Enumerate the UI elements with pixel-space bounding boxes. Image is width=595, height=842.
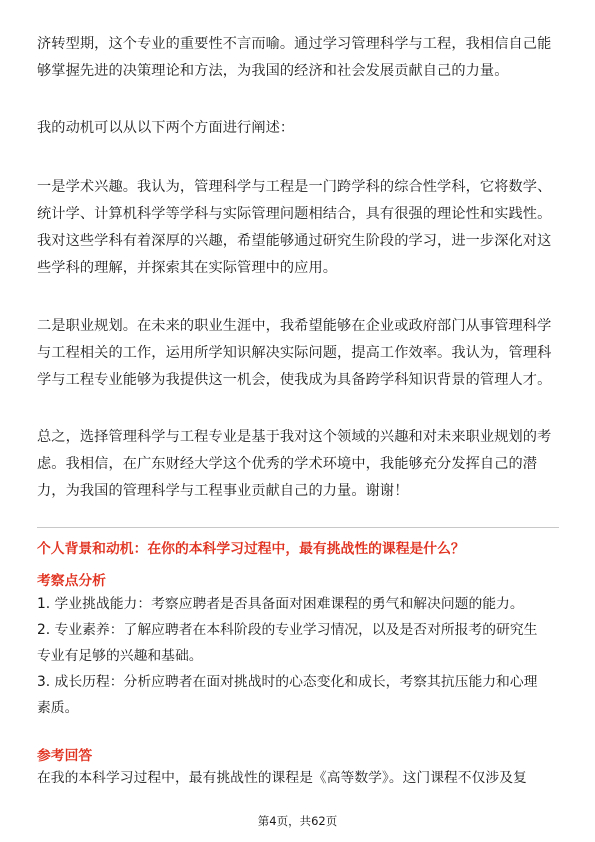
- analysis-heading: 考察点分析: [37, 573, 106, 589]
- paragraph-line: 学与工程专业能够为我提供这一机会，使我成为具备跨学科知识背景的管理人才。: [37, 372, 552, 388]
- analysis-list: [37, 591, 537, 721]
- motivation-intro: [37, 115, 562, 142]
- continuation-paragraph: [37, 31, 562, 85]
- paragraph-line: 够掌握先进的决策理论和方法，为我国的经济和社会发展贡献自己的力量。: [37, 63, 509, 79]
- question-heading: 个人背景和动机：在你的本科学习过程中，最有挑战性的课程是什么？: [37, 541, 465, 557]
- paragraph-line: 济转型期，这个专业的重要性不言而喻。通过学习管理科学与工程，我相信自己能: [37, 36, 552, 52]
- career-paragraph: [37, 313, 562, 394]
- list-item: 专业有足够的兴趣和基础。: [37, 648, 203, 664]
- paragraph-line: 总之，选择管理科学与工程专业是基于我对这个领域的兴趣和对未来职业规划的考: [37, 429, 552, 445]
- paragraph-line: 我的动机可以从以下两个方面进行阐述：: [37, 120, 295, 136]
- list-item: 1. 学业挑战能力：考察应聘者是否具备面对困难课程的勇气和解决问题的能力。: [37, 596, 524, 612]
- answer-paragraph: [37, 765, 527, 791]
- paragraph-line: 与工程相关的工作，运用所学知识解决实际问题，提高工作效率。我认为，管理科: [37, 345, 552, 361]
- paragraph-line: 力，为我国的管理科学与工程事业贡献自己的力量。谢谢！: [37, 483, 409, 499]
- interest-paragraph: [37, 174, 562, 282]
- answer-heading: 参考回答: [37, 748, 93, 764]
- list-item: 素质。: [37, 700, 79, 716]
- paragraph-line: 在我的本科学习过程中，最有挑战性的课程是《高等数学》。这门课程不仅涉及复: [37, 770, 527, 786]
- list-item: 2. 专业素养：了解应聘者在本科阶段的专业学习情况，以及是否对所报考的研究生: [37, 622, 538, 638]
- paragraph-line: 统计学、计算机科学等学科与实际管理问题相结合，具有很强的理论性和实践性。: [37, 206, 552, 222]
- paragraph-line: 我对这些学科有着深厚的兴趣，希望能够通过研究生阶段的学习，进一步深化对这: [37, 233, 552, 249]
- paragraph-line: 虑。我相信，在广东财经大学这个优秀的学术环境中，我能够充分发挥自己的潜: [37, 456, 538, 472]
- paragraph-line: 一是学术兴趣。我认为，管理科学与工程是一门跨学科的综合性学科，它将数学、: [37, 179, 552, 195]
- conclusion-paragraph: [37, 424, 562, 505]
- paragraph-line: 些学科的理解，并探索其在实际管理中的应用。: [37, 260, 338, 276]
- paragraph-line: 二是职业规划。在未来的职业生涯中，我希望能够在企业或政府部门从事管理科学: [37, 318, 552, 334]
- list-item: 3. 成长历程：分析应聘者在面对挑战时的心态变化和成长，考察其抗压能力和心理: [37, 674, 538, 690]
- page-number-footer: 第4页，共62页: [257, 814, 338, 828]
- section-divider: [37, 527, 559, 528]
